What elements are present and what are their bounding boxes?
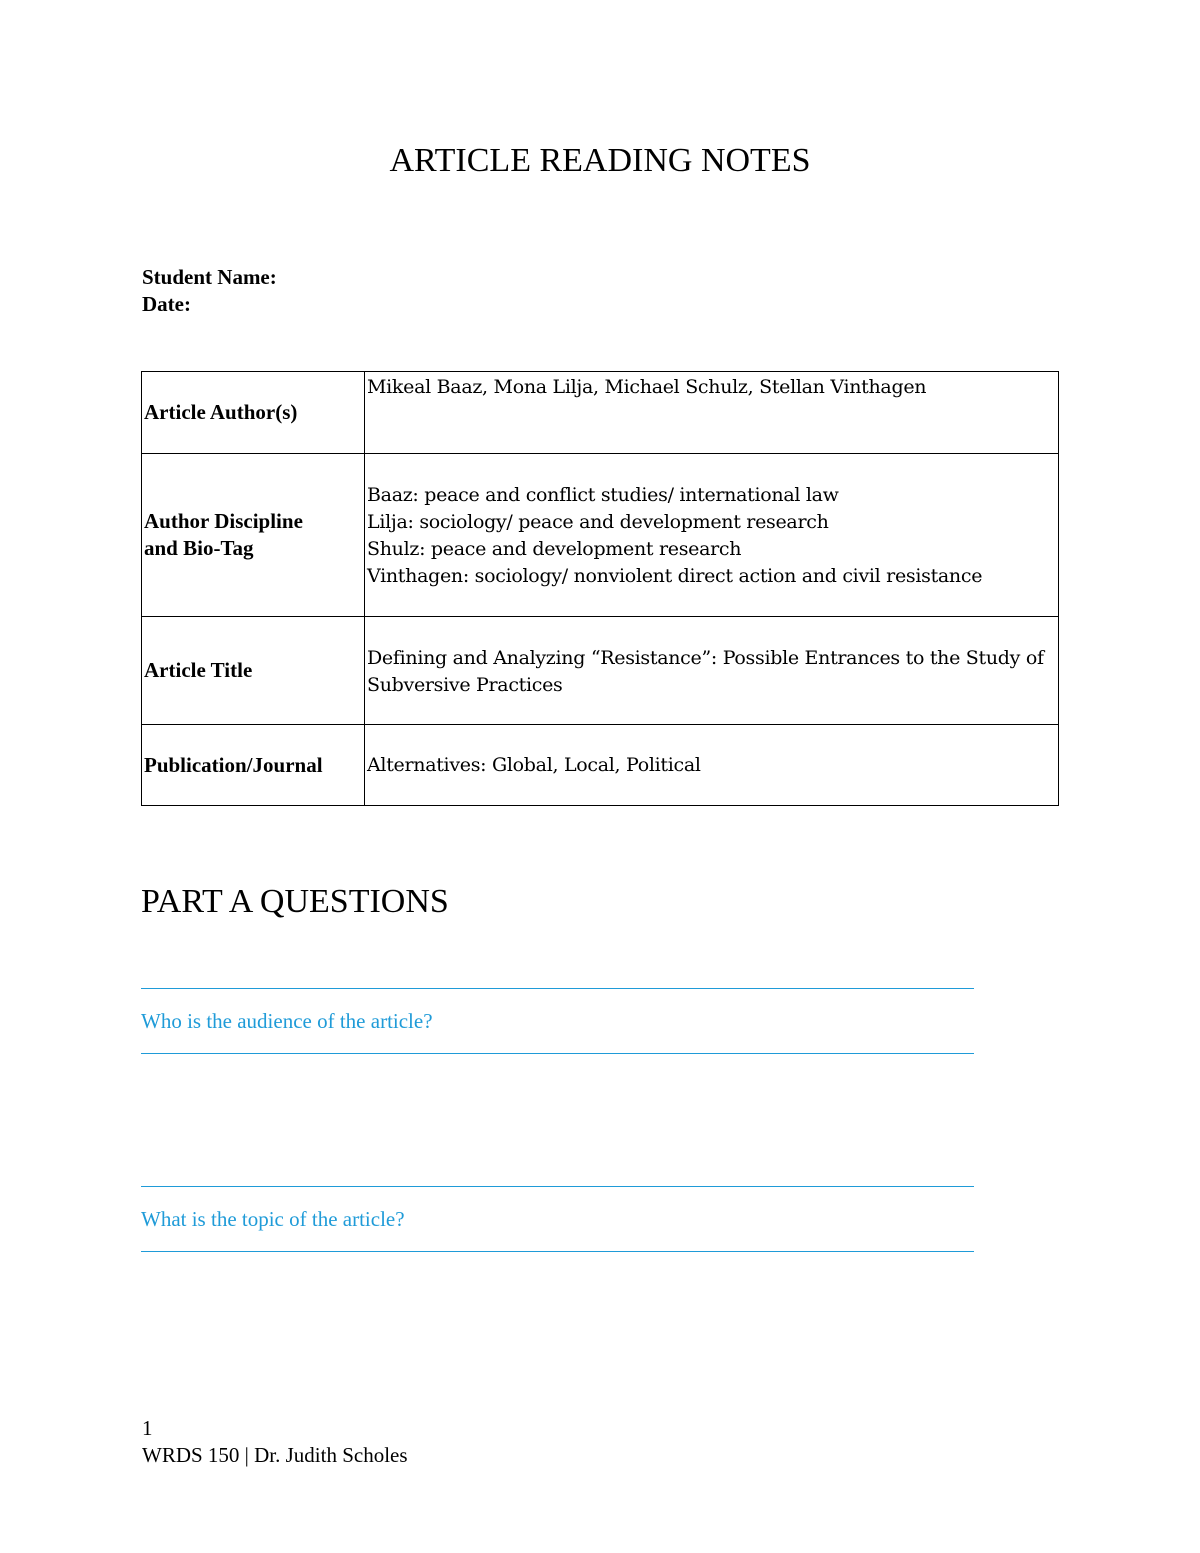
page-title: ARTICLE READING NOTES — [389, 142, 811, 179]
authors-label: Article Author(s) — [142, 372, 365, 454]
authors-value — [365, 372, 1059, 454]
page-number: 1 — [142, 1416, 153, 1440]
discipline-line: Shulz: peace and development research — [367, 538, 742, 560]
discipline-label-line: and Bio-Tag — [144, 536, 254, 560]
publication-line: Alternatives: Global, Local, Political — [367, 753, 701, 776]
article-info-table — [141, 371, 1059, 806]
discipline-line: Lilja: sociology/ peace and development research — [367, 511, 829, 533]
table-row-discipline — [142, 454, 1059, 617]
page-footer — [142, 1415, 408, 1469]
section-heading: PART A QUESTIONS — [141, 883, 449, 920]
discipline-label — [142, 454, 365, 617]
date-label: Date: — [142, 292, 191, 316]
table-row-authors — [142, 372, 1059, 454]
publication-label: Publication/Journal — [142, 725, 365, 806]
title-line: Subversive Practices — [367, 674, 563, 696]
title-value — [365, 617, 1059, 725]
question-text: What is the topic of the article? — [141, 1207, 405, 1231]
discipline-value — [365, 454, 1059, 617]
course-info: WRDS 150 | Dr. Judith Scholes — [142, 1443, 408, 1467]
title-line: Defining and Analyzing “Resistance”: Possible Entrances to the Study of — [367, 647, 1044, 669]
title-label: Article Title — [142, 617, 365, 725]
question-box — [141, 988, 974, 1054]
discipline-label-line: Author Discipline — [144, 509, 303, 533]
student-info — [142, 264, 277, 318]
discipline-line: Baaz: peace and conflict studies/ international law — [367, 484, 839, 506]
table-row-title — [142, 617, 1059, 725]
question-text: Who is the audience of the article? — [141, 1009, 433, 1033]
student-name-label: Student Name: — [142, 265, 277, 289]
table-row-publication — [142, 725, 1059, 806]
authors-line: Mikeal Baaz, Mona Lilja, Michael Schulz, Stellan Vinthagen — [367, 376, 927, 398]
discipline-line: Vinthagen: sociology/ nonviolent direct action and civil resistance — [367, 565, 983, 587]
question-box — [141, 1186, 974, 1252]
publication-value — [365, 725, 1059, 806]
